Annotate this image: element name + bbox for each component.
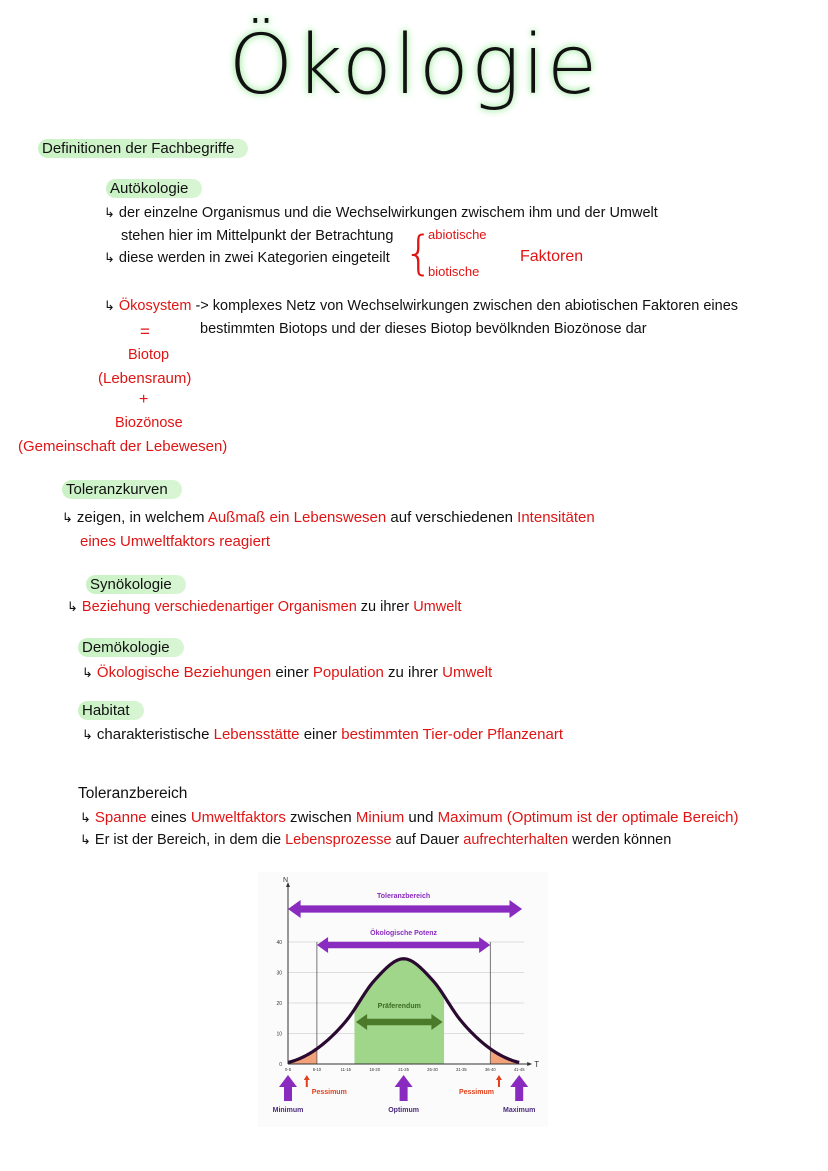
biotop-description: (Lebensraum) <box>98 370 192 387</box>
return-arrow-icon <box>80 809 95 826</box>
x-tick-label: 31-35 <box>456 1067 467 1072</box>
return-arrow-icon <box>82 726 97 743</box>
definition-text: eines <box>146 809 191 826</box>
definition-text: Er ist der Bereich, in dem die <box>94 832 286 848</box>
definition-text: zwischen <box>285 809 356 826</box>
y-tick-label: 20 <box>276 1001 282 1007</box>
arrow-text: -> <box>195 298 209 314</box>
definition-text: charakteristische <box>96 726 214 743</box>
definition-text: komplexes Netz von Wechselwirkungen zwischen den abiotischen Faktoren eines <box>212 298 739 314</box>
highlighted-term: aufrechterhalten <box>463 832 569 848</box>
term-demoekologie: Demökologie <box>78 638 184 657</box>
return-arrow-icon <box>104 250 119 266</box>
definition-text: werden können <box>568 832 672 848</box>
term-autoekologie: Autökologie <box>106 179 202 198</box>
biotop-label: Biotop <box>128 347 170 363</box>
maximum-label: Maximum <box>503 1107 536 1114</box>
return-arrow-icon <box>82 664 97 681</box>
y-axis-label: N <box>283 877 289 884</box>
highlighted-term: Maximum (Optimum ist der optimale Bereich) <box>437 809 739 826</box>
abiotic-label: abiotische <box>428 227 487 242</box>
praeferendum-label: Präferendum <box>377 1003 421 1010</box>
tolerance-curve-chart <box>258 872 548 1127</box>
pessimum-label: Pessimum <box>458 1089 494 1096</box>
definition-text: der einzelne Organismus und die Wechselwirkungen zwischem ihm und der Umwelt <box>118 205 658 221</box>
x-tick-label: 21-25 <box>398 1067 409 1072</box>
x-tick-label: 36-40 <box>484 1067 496 1072</box>
highlighted-term: eines Umweltfaktors reagiert <box>80 533 271 550</box>
highlighted-term: Umweltfaktors <box>190 809 286 826</box>
minimum-label: Minimum <box>272 1107 304 1114</box>
y-tick-label: 30 <box>276 970 282 977</box>
highlighted-term: Außmaß ein Lebenswesen <box>207 509 387 526</box>
return-arrow-icon <box>62 509 77 526</box>
term-toleranzbereich: Toleranzbereich <box>78 785 188 802</box>
definition-text: auf verschiedenen <box>386 509 518 526</box>
highlighted-term: Lebensstätte <box>213 726 300 743</box>
biozoenose-label: Biozönose <box>115 415 183 431</box>
definition-text: zu ihrer <box>356 599 414 615</box>
plus-sign: + <box>139 391 149 408</box>
definition-text: zu ihrer <box>383 664 443 681</box>
return-arrow-icon <box>104 205 119 221</box>
term-oekosystem: Ökosystem <box>118 298 192 314</box>
highlighted-term: Beziehung verschiedenartiger Organismen <box>81 599 357 615</box>
return-arrow-icon <box>104 298 119 314</box>
page-title: Ökologie <box>228 18 600 113</box>
definition-text: zeigen, in welchem <box>76 509 208 526</box>
highlighted-term: Lebensprozesse <box>285 832 392 848</box>
definition-text <box>80 533 270 550</box>
x-tick-label: 11-15 <box>340 1067 352 1072</box>
toleranzbereich-label: Toleranzbereich <box>377 893 431 900</box>
highlighted-term: bestimmten Tier-oder Pflanzenart <box>341 726 563 743</box>
definition-text <box>95 809 739 826</box>
term-toleranzkurven: Toleranzkurven <box>62 480 182 499</box>
x-tick-label: 0-5 <box>284 1067 292 1072</box>
definition-text: bestimmten Biotops und der dieses Biotop bevölknden Biozönose dar <box>200 321 647 337</box>
pessimum-label: Pessimum <box>311 1089 347 1096</box>
definition-text <box>95 832 671 848</box>
biozoenose-description: (Gemeinschaft der Lebewesen) <box>18 438 228 455</box>
definition-text: einer <box>299 726 342 743</box>
definition-text: einer <box>271 664 313 681</box>
return-arrow-icon <box>80 832 95 848</box>
definition-text: stehen hier im Mittelpunkt der Betrachtung <box>121 228 394 244</box>
x-tick-label: 6-10 <box>312 1067 322 1072</box>
definition-text: auf Dauer <box>391 832 464 848</box>
highlighted-term: Spanne <box>94 809 147 826</box>
highlighted-term: Umwelt <box>442 664 493 681</box>
y-tick-label: 40 <box>276 940 282 946</box>
highlighted-term: Minium <box>355 809 405 826</box>
oekologische-potenz-label: Ökologische Potenz <box>370 930 438 937</box>
definition-text <box>82 599 462 615</box>
definition-text: diese werden in zwei Kategorien eingeteilt <box>118 250 390 266</box>
optimum-label: Optimum <box>388 1107 419 1114</box>
brace-icon: { <box>404 226 434 280</box>
term-synoekologie: Synökologie <box>86 575 186 594</box>
definition-text <box>77 509 595 526</box>
x-tick-label: 41-45 <box>513 1067 525 1072</box>
x-tick-label: 26-30 <box>427 1067 438 1072</box>
definition-text <box>97 726 563 743</box>
equals-sign: = <box>140 322 150 341</box>
highlighted-term: Population <box>312 664 384 681</box>
definition-text: und <box>404 809 438 826</box>
term-habitat: Habitat <box>78 701 144 720</box>
section-heading: Definitionen der Fachbegriffe <box>38 139 248 158</box>
biotic-label: biotische <box>428 264 480 279</box>
highlighted-term: Intensitäten <box>517 509 595 526</box>
x-axis-label: T <box>534 1060 540 1069</box>
definition-text <box>97 664 492 681</box>
factors-label: Faktoren <box>520 248 584 265</box>
y-tick-label: 0 <box>279 1062 282 1068</box>
x-tick-label: 16-20 <box>369 1067 381 1072</box>
highlighted-term: Umwelt <box>413 599 462 615</box>
return-arrow-icon <box>67 599 82 615</box>
highlighted-term: Ökologische Beziehungen <box>96 664 272 681</box>
y-tick-label: 10 <box>276 1031 282 1038</box>
